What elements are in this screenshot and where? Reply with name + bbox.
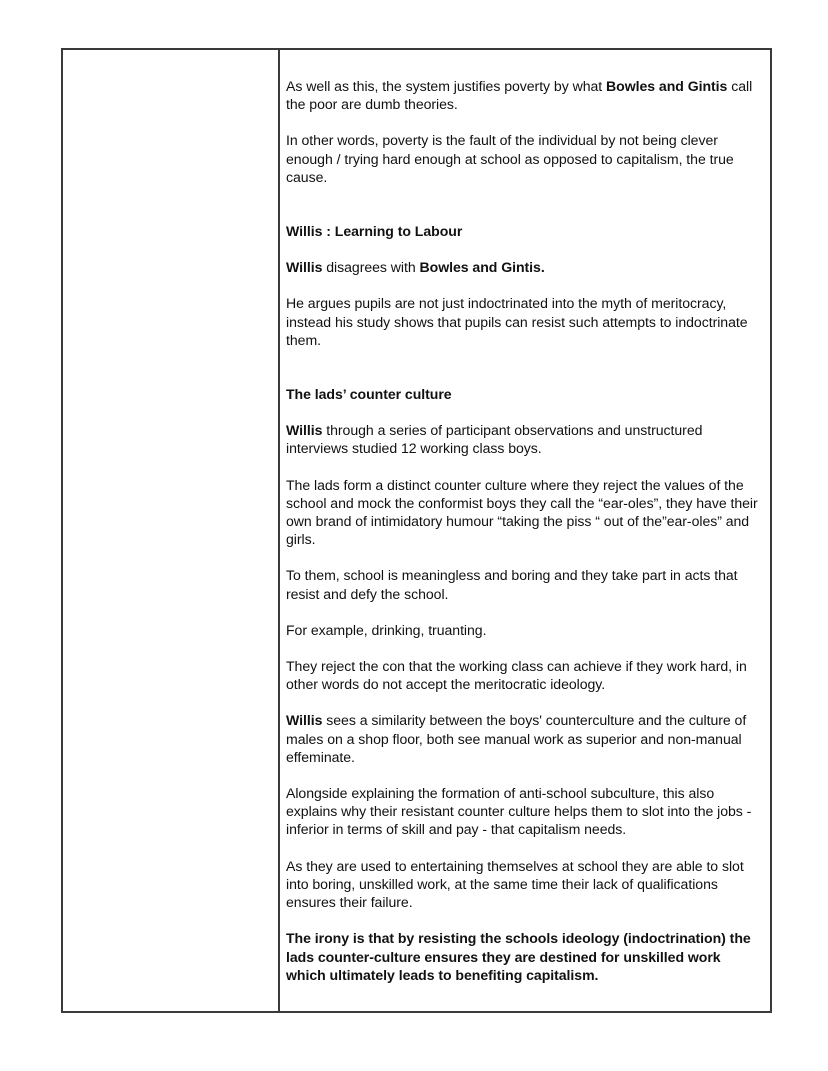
text-run: The lads form a distinct counter culture where they reject the values of the school and mock the conformist boys they call the “ear-oles”, they have their own brand of intimidatory humour “taking the piss “ out of the”ear-oles” and girls. xyxy=(286,476,758,548)
text-run: sees a similarity between the boys' counterculture and the culture of males on a shop floor, both see manual work as superior and non-manual effeminate. xyxy=(286,712,747,765)
paragraph-willis-disagrees xyxy=(286,258,764,276)
bold-conclusion-text: The irony is that by resisting the schools ideology (indoctrination) the lads counter-culture ensures they are destined for unskilled work which ultimately leads to benefiting capitalism. xyxy=(286,930,751,983)
heading-lads-counter-culture xyxy=(286,385,764,403)
bold-name-bowles-gintis: Bowles and Gintis xyxy=(606,78,728,94)
text-run: through a series of participant observations and unstructured interviews studied 12 working class boys. xyxy=(286,422,703,457)
text-run: call the poor are dumb theories. xyxy=(286,78,753,113)
bold-name-bowles-gintis: Bowles and Gintis. xyxy=(419,259,545,276)
paragraph-school-meaningless xyxy=(286,566,764,602)
text-run: He argues pupils are not just indoctrinated into the myth of meritocracy, instead his study shows that pupils can resist such attempts to indoctrinate them. xyxy=(286,295,748,348)
paragraph-irony-conclusion xyxy=(286,929,764,984)
bold-name-willis: Willis xyxy=(286,422,323,439)
paragraph-pupils-resist xyxy=(286,294,764,349)
table-right-cell-content xyxy=(280,50,770,1011)
paragraph-poor-are-dumb xyxy=(286,77,764,113)
heading-text: Willis : Learning to Labour xyxy=(286,223,463,240)
text-run: They reject the con that the working class can achieve if they work hard, in other words do not accept the meritocratic ideology. xyxy=(286,658,747,693)
paragraph-willis-study-method xyxy=(286,421,764,457)
paragraph-lads-form-counter-culture xyxy=(286,476,764,549)
heading-text: The lads’ counter culture xyxy=(286,386,452,403)
text-run: In other words, poverty is the fault of the individual by not being clever enough / trying hard enough at school as opposed to capitalism, the true cause. xyxy=(286,132,734,185)
text-run: For example, drinking, truanting. xyxy=(286,621,487,638)
text-run: As they are used to entertaining themselves at school they are able to slot into boring, unskilled work, at the same time their lack of qualifications ensures their failure. xyxy=(286,857,744,911)
bold-name-willis: Willis xyxy=(286,712,323,729)
heading-willis-learning-to-labour xyxy=(286,222,764,240)
notes-table xyxy=(61,48,772,1013)
paragraph-example-drinking xyxy=(286,621,764,639)
text-run: To them, school is meaningless and boring and they take part in acts that resist and defy the school. xyxy=(286,567,738,602)
paragraph-reject-meritocracy xyxy=(286,657,764,693)
text-run: Alongside explaining the formation of anti-school subculture, this also explains why their resistant counter culture helps them to slot into the jobs - inferior in terms of skill and pay - that capitalism needs. xyxy=(286,785,752,838)
paragraph-entertaining-themselves xyxy=(286,857,764,912)
text-run: disagrees with xyxy=(322,259,420,276)
paragraph-anti-school-subculture xyxy=(286,784,764,839)
text-run: As well as this, the system justifies poverty by what xyxy=(286,78,607,94)
paragraph-shop-floor-culture xyxy=(286,711,764,766)
paragraph-poverty-fault xyxy=(286,131,764,186)
bold-name-willis: Willis xyxy=(286,259,323,276)
table-left-cell-empty xyxy=(63,50,280,1011)
